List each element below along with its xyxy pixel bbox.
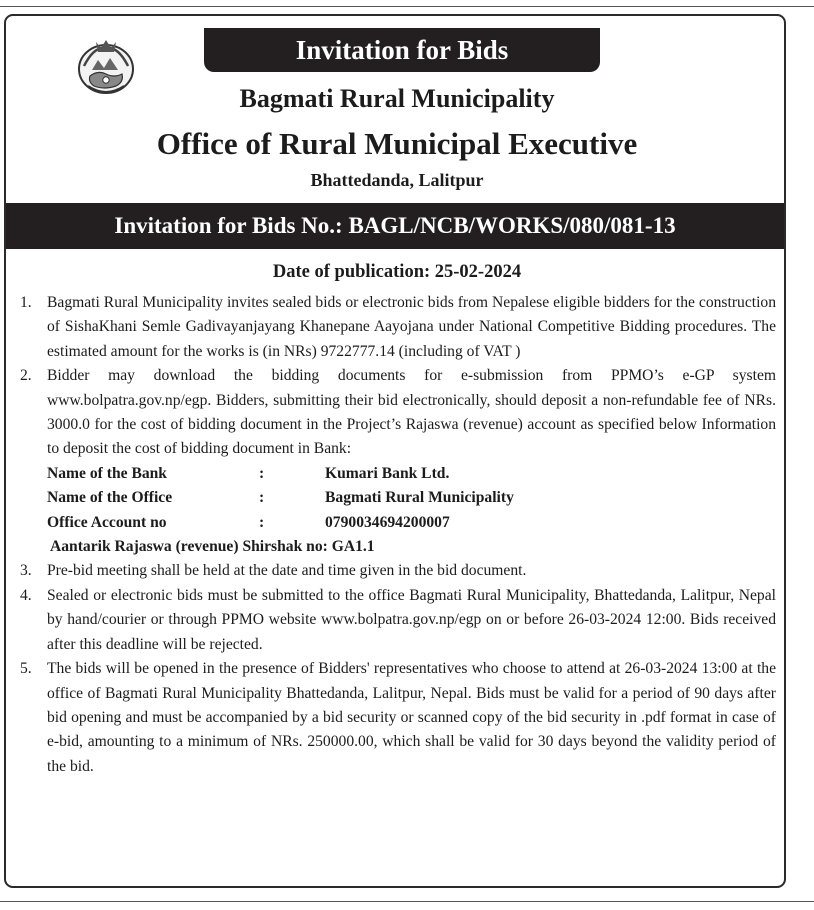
rajaswa-heading: Aantarik Rajaswa (revenue) Shirshak no: GA1.1 [50,538,375,556]
notice-body [20,291,776,779]
clause-item [20,584,776,657]
bank-detail-row [47,511,776,535]
clause-text: Sealed or electronic bids must be submitted to the office Bagmati Rural Municipality, Bhattedanda, Lalitpur, Nepal by hand/courier or through PPMO website www.bolpatra.gov.np/egp on or before 26-03-2024 12:00. Bids received after this deadline will be rejected. [47,586,776,653]
bank-detail-value: 0790034694200007 [325,513,450,531]
bank-detail-label: Office Account no [47,513,167,531]
office-location: Bhattedanda, Lalitpur [310,170,484,190]
bank-detail-row [47,462,776,486]
clause-item [20,291,776,364]
clause-item [20,559,776,583]
clause-number: 2. [20,367,32,385]
clause-number: 1. [20,294,32,311]
publication-date: Date of publication: 25-02-2024 [272,262,522,282]
clause-item [20,364,776,559]
clause-item [20,657,776,779]
bank-detail-value: Kumari Bank Ltd. [325,464,450,482]
bank-detail-separator: : [259,513,265,531]
top-rule [0,6,814,7]
bank-detail-label: Name of the Office [47,489,173,507]
office-name: Office of Rural Municipal Executive [156,126,638,161]
bottom-rule [0,901,814,902]
bank-detail-label: Name of the Bank [47,464,167,482]
municipality-name: Bagmati Rural Municipality [239,84,555,113]
invitation-banner: Invitation for Bids [204,28,600,72]
clause-number: 5. [20,660,32,678]
clause-text: Bidder may download the bidding documents for e-submission from PPMO’s e-GP system www.bolpatra.gov.np/egp. Bidders, submitting their bid electronically, should deposit a non-refundable fee of NRs. 3000.0 for the cost of bidding document in the Project’s Rajaswa (revenue) account as specified below Information to deposit the cost of bidding document in Bank: [47,367,776,458]
clause-text: Bagmati Rural Municipality invites sealed bids or electronic bids from Nepalese eligible bidders for the construction of SishaKhani Semle Gadivayanjayang Khanepane Aayojana under National Competitive Bidding procedures. The estimated amount for the works is (in NRs) 9722777.14 (including of VAT ) [47,294,776,360]
bank-detail-separator: : [259,464,265,482]
clause-text: Pre-bid meeting shall be held at the date and time given in the bid document. [47,562,527,580]
bank-detail-row [47,486,776,510]
notice-frame [4,14,786,888]
clause-text: The bids will be opened in the presence of Bidders' representatives who choose to attend at 26-03-2024 13:00 at the office of Bagmati Rural Municipality Bhattedanda, Lalitpur, Nepal. Bids must be valid for a period of 90 days after bid opening and must be accompanied by a bid security or scanned copy of the bid security in .pdf format in case of e-bid, amounting to a minimum of NRs. 250000.00, which shall be valid for 30 days beyond the validity period of the bid. [47,660,776,775]
clause-number: 4. [20,586,32,604]
bank-detail-separator: : [259,489,265,507]
ifb-number-bar: Invitation for Bids No.: BAGL/NCB/WORKS/080/081-13 [6,203,784,249]
bank-detail-value: Bagmati Rural Municipality [325,489,514,507]
clause-number: 3. [20,562,32,580]
clause-list [20,291,776,779]
